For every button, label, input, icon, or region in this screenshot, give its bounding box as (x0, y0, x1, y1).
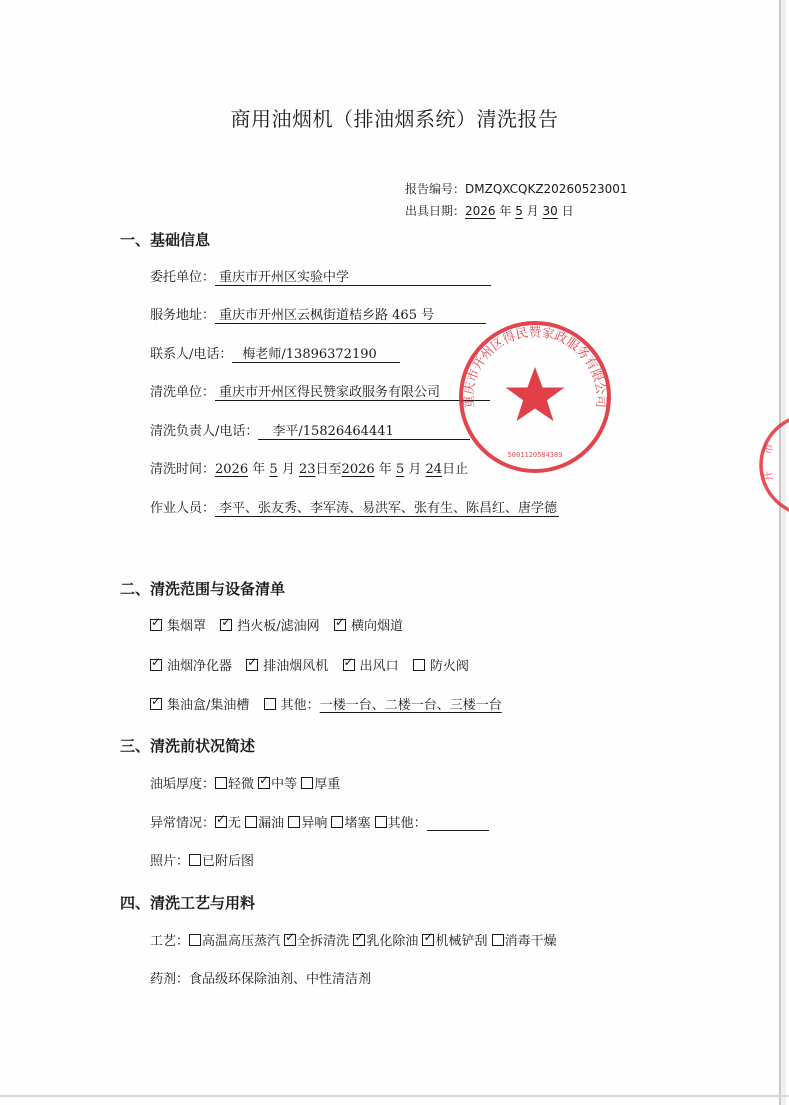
seal-code: 5001120584389 (507, 451, 563, 459)
checkbox[interactable] (492, 934, 504, 946)
photo-row (150, 850, 254, 869)
process-disassemble: 全拆清洗 (297, 934, 350, 949)
year-char: 年 (252, 462, 266, 477)
checkbox[interactable] (288, 816, 300, 828)
company-seal (455, 317, 615, 477)
checkbox[interactable] (220, 619, 232, 631)
month-char: 月 (281, 462, 295, 477)
report-date-day: 30 (542, 204, 558, 218)
checkbox[interactable] (422, 934, 434, 946)
month-char: 月 (526, 204, 539, 218)
cleaner-value: 重庆市开州区得民赞家政服务有限公司 (215, 381, 490, 401)
process-label: 工艺： (150, 934, 190, 949)
scope-row-1 (150, 615, 403, 634)
report-number-line (405, 180, 628, 197)
leader-row (150, 420, 470, 440)
process-emulsify: 乳化除油 (366, 934, 419, 949)
scope-item-duct: 横向烟道 (350, 619, 403, 634)
section-condition-heading: 三、清洗前状况简述 (120, 737, 256, 755)
time-end-year: 2026 (341, 462, 375, 477)
time-start-month: 5 (269, 462, 278, 477)
checkbox[interactable] (245, 816, 257, 828)
time-start-day: 23 (298, 462, 316, 477)
report-date-label: 出具日期： (405, 204, 466, 218)
page-bottom-edge (0, 1095, 789, 1097)
time-end-day: 24 (425, 462, 443, 477)
checkbox[interactable] (150, 698, 162, 710)
checkbox[interactable] (334, 619, 346, 631)
client-value: 重庆市开州区实验中学 (215, 266, 491, 286)
report-number: DMZQXCQKZ20260523001 (465, 182, 628, 196)
cleaner-row (150, 381, 490, 401)
report-number-label: 报告编号： (405, 182, 466, 196)
checkbox[interactable] (301, 777, 313, 789)
abnormal-block: 堵塞 (344, 816, 371, 831)
process-steam: 高温高压蒸汽 (202, 934, 281, 949)
section-scope-heading: 二、清洗范围与设备清单 (120, 580, 286, 598)
checkbox[interactable] (246, 659, 258, 671)
checkbox[interactable] (331, 816, 343, 828)
process-row (150, 930, 557, 949)
contact-label: 联系人/电话： (150, 347, 233, 362)
checkbox[interactable] (150, 619, 162, 631)
contact-row (150, 343, 400, 363)
scope-row-2 (150, 655, 469, 674)
abnormal-other: 其他： (387, 816, 427, 831)
leader-value: 李平/15826464441 (258, 420, 470, 440)
scope-other-value: 一楼一台、二楼一台、三楼一台 (319, 698, 502, 713)
scope-row-3 (150, 694, 502, 713)
time-start-year: 2026 (215, 462, 249, 477)
checkbox[interactable] (258, 777, 270, 789)
grease-medium: 中等 (271, 777, 298, 792)
checkbox[interactable] (343, 659, 355, 671)
year-char: 年 (378, 462, 392, 477)
photo-attached: 已附后图 (202, 854, 255, 869)
abnormal-other-blank[interactable] (427, 816, 489, 831)
checkbox[interactable] (189, 854, 201, 866)
time-row (150, 458, 468, 477)
agent-value: 食品级环保除油剂、中性清洁剂 (189, 972, 372, 987)
checkbox[interactable] (284, 934, 296, 946)
scope-item-outlet: 出风口 (359, 659, 399, 674)
scope-item-purifier: 油烟净化器 (167, 659, 233, 674)
grease-heavy: 厚重 (314, 777, 341, 792)
year-char: 年 (499, 204, 512, 218)
time-to: 日至 (315, 462, 342, 477)
photo-label: 照片： (150, 854, 190, 869)
staff-label: 作业人员： (150, 501, 216, 516)
grease-light: 轻微 (228, 777, 255, 792)
staff-row (150, 497, 559, 517)
process-disinfect: 消毒干燥 (504, 934, 557, 949)
scope-item-other: 其他： (280, 698, 320, 713)
checkbox[interactable] (375, 816, 387, 828)
scope-item-filter: 挡火板/滤油网 (237, 619, 320, 634)
day-char: 日 (561, 204, 574, 218)
month-char: 月 (408, 462, 422, 477)
contact-value: 梅老师/13896372190 (232, 343, 400, 363)
client-row (150, 266, 491, 286)
client-label: 委托单位： (150, 270, 216, 285)
abnormal-noise: 异响 (301, 816, 328, 831)
time-label: 清洗时间： (150, 462, 216, 477)
report-date-year: 2026 (465, 204, 496, 218)
address-label: 服务地址： (150, 308, 216, 323)
checkbox[interactable] (264, 698, 276, 710)
svg-text:开: 开 (761, 469, 776, 483)
checkbox[interactable] (413, 659, 425, 671)
staff-value: 李平、张友秀、李军涛、易洪军、张有生、陈昌红、唐学德 (215, 497, 559, 517)
grease-row (150, 773, 340, 792)
scope-item-fire-damper: 防火阀 (429, 659, 469, 674)
abnormal-row (150, 812, 489, 831)
address-value: 重庆市开州区云枫街道桔乡路 465 号 (215, 304, 486, 324)
cleaner-label: 清洗单位： (150, 385, 216, 400)
seal-star-icon (506, 367, 565, 421)
section-basic-info-heading: 一、基础信息 (120, 231, 211, 249)
checkbox[interactable] (353, 934, 365, 946)
abnormal-label: 异常情况： (150, 816, 216, 831)
report-date-month: 5 (515, 204, 523, 218)
partial-seal (751, 405, 789, 525)
scope-item-fan: 排油烟风机 (263, 659, 329, 674)
checkbox[interactable] (215, 777, 227, 789)
time-end: 日止 (442, 462, 469, 477)
agent-label: 药剂： (150, 972, 190, 987)
process-scrape: 机械铲刮 (435, 934, 488, 949)
time-end-month: 5 (395, 462, 405, 477)
report-title: 商用油烟机（排油烟系统）清洗报告 (230, 107, 559, 131)
agent-row (150, 968, 371, 987)
scope-item-oil-box: 集油盒/集油槽 (167, 698, 250, 713)
leader-label: 清洗负责人/电话： (150, 424, 259, 439)
address-row (150, 304, 486, 324)
section-process-heading: 四、清洗工艺与用料 (120, 894, 256, 912)
grease-label: 油垢厚度： (150, 777, 216, 792)
checkbox[interactable] (150, 659, 162, 671)
seal-text: 重庆市开州区得民赞家政服务有限公司 (460, 324, 610, 409)
page-edge-line (779, 0, 781, 1105)
svg-text:市: 市 (761, 442, 776, 456)
abnormal-leak: 漏油 (258, 816, 285, 831)
checkbox[interactable] (215, 816, 227, 828)
checkbox[interactable] (189, 934, 201, 946)
abnormal-none: 无 (228, 816, 242, 831)
report-date-line (405, 202, 574, 219)
page-edge-shadow (781, 0, 786, 1105)
scope-item-hood: 集烟罩 (167, 619, 207, 634)
